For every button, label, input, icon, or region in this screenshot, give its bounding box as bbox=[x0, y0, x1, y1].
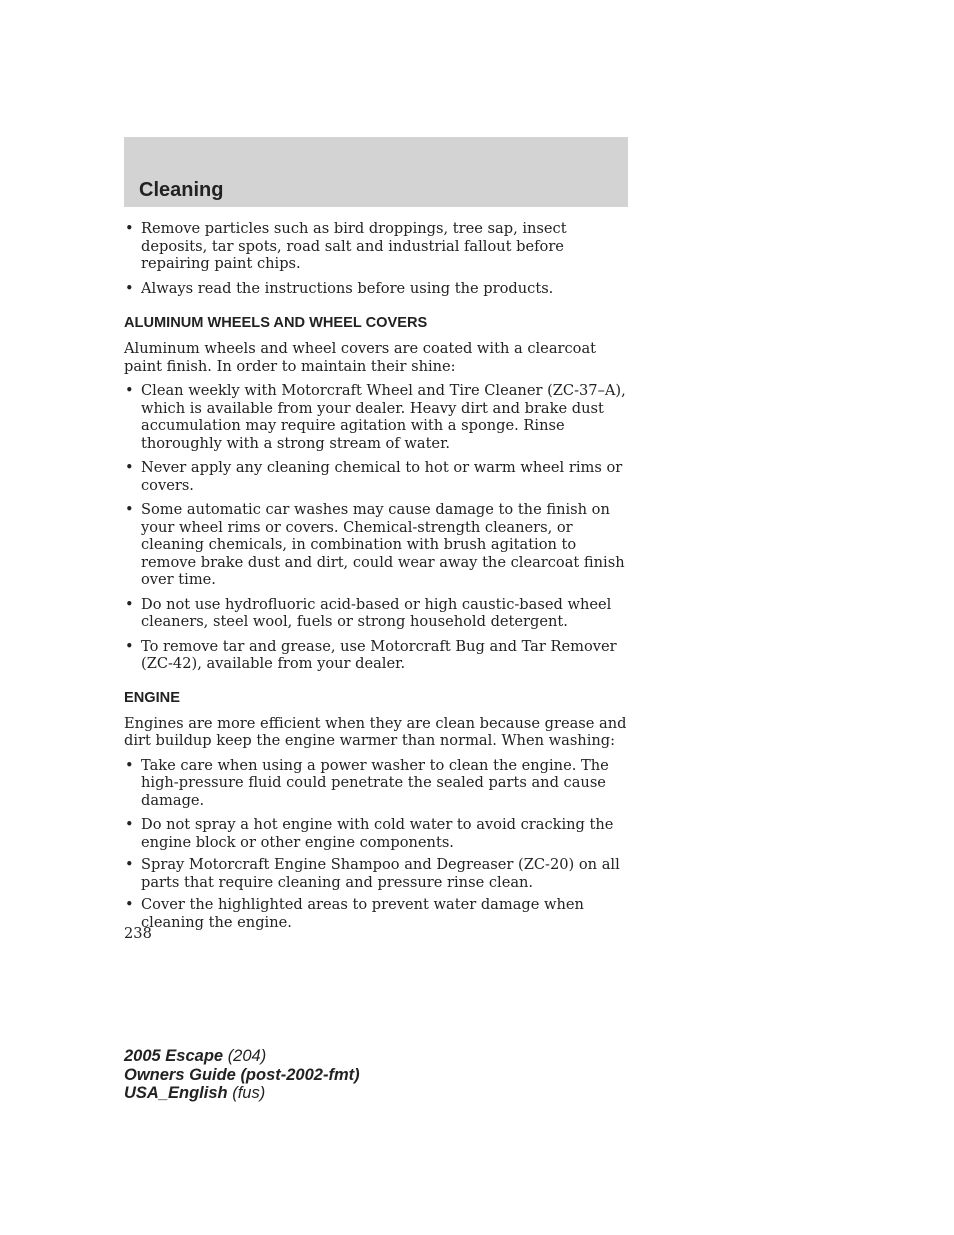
section-title: Cleaning bbox=[139, 179, 224, 201]
footer-line-3: USA_English (fus) bbox=[124, 1084, 266, 1102]
bullet-icon: • bbox=[125, 756, 134, 774]
bullet-icon: • bbox=[125, 501, 134, 518]
list-item: • Some automatic car washes may cause damage to the finish on your wheel rims or covers. Chemical-strength cleaners, or cleaning chemicals, in combination with brush agitation to remove brake dust and dirt, could wear away the clearcoat finish over time. bbox=[125, 501, 625, 588]
engine-heading: ENGINE bbox=[124, 689, 180, 706]
aluminum-wheels-paragraph: Aluminum wheels and wheel covers are coated with a clearcoat paint finish. In order to maintain their shine: bbox=[124, 340, 597, 375]
engine-paragraph: Engines are more efficient when they are clean because grease and dirt buildup keep the engine warmer than normal. When washing: bbox=[124, 714, 627, 749]
document-footer bbox=[124, 1047, 360, 1103]
bullet-icon: • bbox=[125, 856, 134, 873]
list-item: • Do not spray a hot engine with cold water to avoid cracking the engine block or other engine components. bbox=[125, 816, 614, 851]
bullet-icon: • bbox=[125, 279, 134, 297]
bullet-icon: • bbox=[125, 896, 134, 913]
section-header-band bbox=[124, 137, 628, 207]
footer-line-2: Owners Guide (post-2002-fmt) bbox=[124, 1065, 360, 1084]
list-item: • Always read the instructions before using the products. bbox=[125, 279, 554, 297]
list-item: • Do not use hydrofluoric acid-based or high caustic-based wheel cleaners, steel wool, fuels or strong household detergent. bbox=[125, 595, 612, 630]
list-item: • Spray Motorcraft Engine Shampoo and Degreaser (ZC-20) on all parts that require cleaning and pressure rinse clean. bbox=[125, 856, 620, 891]
page-number: 238 bbox=[124, 925, 152, 942]
bullet-icon: • bbox=[125, 220, 134, 237]
aluminum-wheels-heading: ALUMINUM WHEELS AND WHEEL COVERS bbox=[124, 315, 428, 331]
engine-bullet-list bbox=[124, 757, 628, 932]
footer-line-1: 2005 Escape (204) bbox=[124, 1047, 267, 1065]
aluminum-wheels-bullet-list bbox=[124, 382, 628, 673]
intro-bullet-list bbox=[124, 220, 628, 297]
list-item: • Cover the highlighted areas to prevent water damage when cleaning the engine. bbox=[125, 896, 584, 931]
list-item: • Clean weekly with Motorcraft Wheel and Tire Cleaner (ZC-37–A), which is available from your dealer. Heavy dirt and brake dust accumulation may require agitation with a sponge. Rinse thoroughly with a strong stream of water. bbox=[125, 382, 626, 452]
list-item: • Take care when using a power washer to clean the engine. The high-pressure fluid could penetrate the sealed parts and cause damage. bbox=[125, 756, 609, 809]
bullet-icon: • bbox=[125, 459, 134, 476]
bullet-icon: • bbox=[125, 816, 134, 833]
list-item: • Never apply any cleaning chemical to hot or warm wheel rims or covers. bbox=[125, 459, 623, 494]
bullet-icon: • bbox=[125, 595, 134, 613]
page-content bbox=[124, 220, 628, 931]
list-item: • Remove particles such as bird droppings, tree sap, insect deposits, tar spots, road salt and industrial fallout before repairing paint chips. bbox=[125, 220, 567, 272]
list-item: • To remove tar and grease, use Motorcraft Bug and Tar Remover (ZC-42), available from your dealer. bbox=[125, 637, 617, 672]
bullet-icon: • bbox=[125, 382, 134, 399]
bullet-icon: • bbox=[125, 637, 134, 655]
